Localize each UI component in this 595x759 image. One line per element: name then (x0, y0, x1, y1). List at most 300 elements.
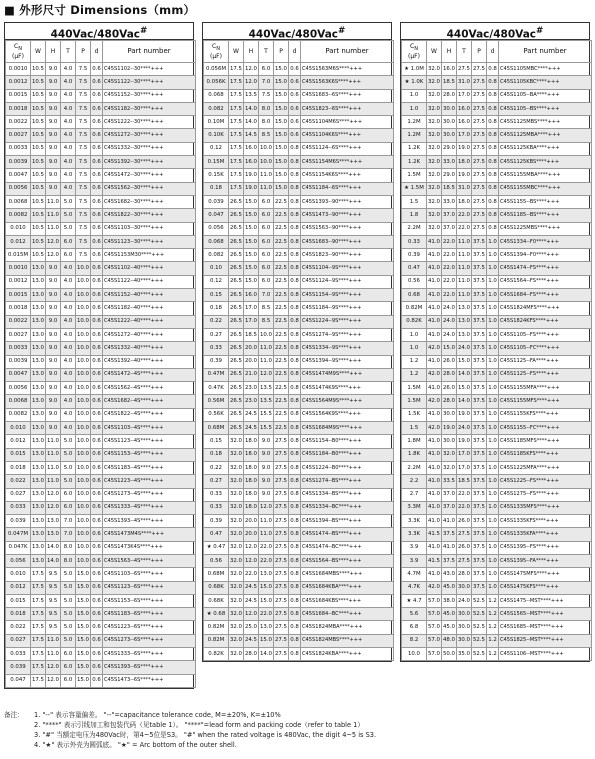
table-row (204, 621, 394, 634)
cell-part-number: C45S1122--30****+++ (103, 76, 196, 89)
cell-p: 37.5 (472, 448, 487, 461)
cell-capacitance: 0.82M (402, 302, 427, 315)
cell-capacitance: 1.2M (402, 129, 427, 142)
cell-h: 45.0 (442, 581, 457, 594)
cell-p: 22.5 (274, 395, 289, 408)
cell-p: 15.0 (76, 608, 91, 621)
table-row (402, 621, 592, 634)
table-row (6, 541, 196, 554)
cell-p: 15.0 (274, 116, 289, 129)
table-row (204, 116, 394, 129)
col-header-d: d (289, 41, 301, 63)
cell-part-number: C45S1103--4S****+++ (103, 422, 196, 435)
cell-part-number: C45S1562--4S****+++ (103, 382, 196, 395)
cell-d: 0.6 (91, 501, 103, 514)
cell-w: 32.0 (427, 142, 442, 155)
cell-w: 26.5 (229, 235, 244, 248)
cell-d: 0.6 (91, 63, 103, 76)
table-row (204, 76, 394, 89)
cell-w: 57.0 (427, 608, 442, 621)
cell-capacitance: 0.027 (6, 634, 31, 647)
table-row (402, 63, 592, 76)
table-row (204, 262, 394, 275)
table-row (204, 195, 394, 208)
cell-part-number: C45S1154M6S****+++ (301, 156, 394, 169)
cell-t: 4.0 (61, 63, 76, 76)
cell-d: 0.8 (289, 488, 301, 501)
cell-d: 1.0 (487, 355, 499, 368)
panel-title-text: 440Vac/480Vac (50, 28, 141, 41)
cell-part-number: C45S1105--FC****+++ (499, 342, 592, 355)
cell-p: 27.5 (274, 594, 289, 607)
cell-part-number: C45S1475MFS****+++ (499, 568, 592, 581)
cell-w: 42.0 (427, 581, 442, 594)
cell-w: 32.0 (229, 475, 244, 488)
cell-d: 1.2 (487, 621, 499, 634)
cell-h: 18.5 (442, 76, 457, 89)
cell-w: 32.0 (229, 448, 244, 461)
cell-h: 45.0 (442, 621, 457, 634)
cell-t: 15.0 (259, 634, 274, 647)
table-row (6, 209, 196, 222)
cell-part-number: C45S1184--6S****+++ (301, 182, 394, 195)
table-row (204, 554, 394, 567)
cell-capacitance: 0.82M (204, 634, 229, 647)
table-row (402, 222, 592, 235)
cell-p: 27.5 (472, 222, 487, 235)
cell-p: 22.5 (274, 342, 289, 355)
table-row (204, 102, 394, 115)
cell-d: 1.0 (487, 395, 499, 408)
cell-capacitance: 0.068 (204, 235, 229, 248)
cell-d: 0.8 (289, 621, 301, 634)
cell-h: 9.5 (46, 621, 61, 634)
cell-part-number: C45S1225--FS****+++ (499, 475, 592, 488)
cell-w: 32.0 (427, 63, 442, 76)
cell-capacitance: ★ 4.7 (402, 594, 427, 607)
cell-part-number: C45S1564--BS****+++ (301, 554, 394, 567)
cell-capacitance: 0.56K (204, 408, 229, 421)
cell-part-number: C45S1183--4S****+++ (103, 461, 196, 474)
cell-w: 17.5 (229, 63, 244, 76)
table-row (6, 89, 196, 102)
cell-capacitance: 0.22 (204, 461, 229, 474)
cell-part-number: C45S1103--30****+++ (103, 222, 196, 235)
cell-capacitance: 0.12 (204, 142, 229, 155)
col-header-w: W (31, 41, 46, 63)
cell-p: 37.5 (472, 328, 487, 341)
cell-d: 0.6 (91, 674, 103, 687)
cell-t: 26.0 (457, 515, 472, 528)
cell-t: 6.0 (61, 501, 76, 514)
cell-d: 0.6 (91, 116, 103, 129)
cell-p: 10.0 (76, 328, 91, 341)
cell-t: 4.0 (61, 422, 76, 435)
cell-capacitance: 0.56M (204, 395, 229, 408)
cell-t: 13.5 (259, 382, 274, 395)
cell-t: 22.0 (457, 209, 472, 222)
cell-part-number: C45S1184--B0****+++ (301, 448, 394, 461)
cell-w: 26.5 (229, 328, 244, 341)
cell-part-number: C45S1185KFS****+++ (499, 448, 592, 461)
cell-h: 14.0 (46, 541, 61, 554)
table-row (204, 435, 394, 448)
cell-w: 26.5 (229, 289, 244, 302)
cell-capacitance: ★ 1.0K (402, 76, 427, 89)
col-header-capacitance: $C_N$ (μF) (402, 41, 427, 63)
table-row (402, 89, 592, 102)
cell-w: 13.0 (31, 302, 46, 315)
table-row (6, 262, 196, 275)
cell-part-number: C45S1684--FS****+++ (499, 289, 592, 302)
cell-capacitance: 5.6 (402, 608, 427, 621)
table-row (402, 528, 592, 541)
cell-w: 57.0 (427, 594, 442, 607)
cell-d: 1.0 (487, 315, 499, 328)
cell-t: 11.0 (457, 275, 472, 288)
cell-part-number: C45S1125KBS****+++ (499, 156, 592, 169)
table-row (402, 275, 592, 288)
cell-w: 13.0 (31, 289, 46, 302)
cell-t: 5.0 (61, 461, 76, 474)
cell-t: 5.0 (61, 195, 76, 208)
cell-part-number: C45S1153M30****+++ (103, 249, 196, 262)
table-row (6, 235, 196, 248)
cell-p: 27.5 (274, 435, 289, 448)
cell-w: 13.0 (31, 501, 46, 514)
cell-t: 11.0 (259, 515, 274, 528)
cell-p: 27.5 (274, 475, 289, 488)
cell-w: 10.5 (31, 156, 46, 169)
cell-t: 27.5 (457, 528, 472, 541)
notes-label: 备注： (4, 711, 24, 719)
cell-t: 13.0 (259, 621, 274, 634)
cell-capacitance: 0.0018 (6, 302, 31, 315)
cell-p: 27.5 (274, 515, 289, 528)
cell-p: 37.5 (472, 422, 487, 435)
cell-h: 30.0 (442, 408, 457, 421)
cell-capacitance: 0.68M (204, 568, 229, 581)
cell-w: 13.0 (31, 355, 46, 368)
cell-part-number: C45S1395--FA****+++ (499, 554, 592, 567)
cell-h: 18.0 (244, 461, 259, 474)
cell-t: 6.0 (259, 262, 274, 275)
cell-d: 0.8 (487, 63, 499, 76)
cell-d: 0.6 (91, 581, 103, 594)
cell-d: 0.6 (91, 142, 103, 155)
cell-p: 27.5 (274, 541, 289, 554)
cell-d: 0.8 (289, 328, 301, 341)
cell-p: 27.5 (472, 102, 487, 115)
table-row (6, 342, 196, 355)
table-row (6, 76, 196, 89)
col-header-p: P (274, 41, 289, 63)
cell-h: 12.0 (46, 488, 61, 501)
cell-d: 0.8 (289, 368, 301, 381)
cell-t: 4.0 (61, 116, 76, 129)
table-row (402, 488, 592, 501)
cell-part-number: C45S1125--FA****+++ (499, 355, 592, 368)
cell-p: 7.5 (76, 235, 91, 248)
cell-t: 5.0 (61, 209, 76, 222)
cell-capacitance: 1.8M (402, 435, 427, 448)
cell-capacitance: 0.39 (204, 515, 229, 528)
cell-part-number: C45S1125MBS****+++ (499, 116, 592, 129)
cell-part-number: C45S1155--BS****+++ (499, 195, 592, 208)
table-row (6, 195, 196, 208)
cell-d: 0.6 (289, 102, 301, 115)
cell-part-number: C45S1394--F0****+++ (499, 249, 592, 262)
cell-w: 26.5 (229, 315, 244, 328)
cell-p: 27.5 (472, 156, 487, 169)
cell-w: 13.0 (31, 554, 46, 567)
cell-capacitance: 1.8K (402, 448, 427, 461)
cell-capacitance: 0.0015 (6, 289, 31, 302)
cell-t: 4.0 (61, 76, 76, 89)
cell-d: 0.6 (91, 515, 103, 528)
cell-part-number: C45S1155KFS****+++ (499, 408, 592, 421)
cell-capacitance: 0.082 (204, 249, 229, 262)
cell-p: 22.5 (274, 328, 289, 341)
cell-part-number: C45S1154K6S****+++ (301, 169, 394, 182)
cell-w: 13.0 (31, 488, 46, 501)
cell-t: 7.0 (259, 289, 274, 302)
cell-h: 24.5 (244, 422, 259, 435)
note-3: 3. "#" 当额定电压为480Vac时，第4~5位是S3。 "#" when the rated voltage is 480Vac, the digit 4~5 is S3. (34, 731, 377, 739)
table-row (6, 661, 196, 674)
cell-w: 26.5 (229, 368, 244, 381)
cell-w: 42.0 (427, 368, 442, 381)
cell-h: 16.0 (442, 63, 457, 76)
cell-h: 22.0 (442, 289, 457, 302)
cell-w: 26.5 (229, 209, 244, 222)
cell-d: 1.0 (487, 302, 499, 315)
cell-t: 17.0 (457, 448, 472, 461)
cell-part-number: C45S1684MBS****+++ (301, 568, 394, 581)
cell-w: 41.0 (427, 382, 442, 395)
cell-d: 0.8 (289, 541, 301, 554)
cell-capacitance: 0.056 (204, 222, 229, 235)
cell-d: 1.0 (487, 422, 499, 435)
dimensions-table (5, 40, 196, 688)
cell-h: 50.0 (442, 648, 457, 661)
col-header-p: P (472, 41, 487, 63)
table-row (6, 554, 196, 567)
cell-w: 57.0 (427, 621, 442, 634)
cell-p: 37.5 (472, 315, 487, 328)
cell-w: 41.5 (427, 528, 442, 541)
cell-capacitance: ★ 1.5M (402, 182, 427, 195)
cell-d: 0.6 (91, 422, 103, 435)
cell-h: 19.0 (244, 182, 259, 195)
cell-p: 27.5 (472, 63, 487, 76)
cell-capacitance: 0.18 (204, 302, 229, 315)
cell-capacitance: 0.0018 (6, 102, 31, 115)
table-row (402, 501, 592, 514)
cell-h: 9.0 (46, 342, 61, 355)
cell-t: 22.0 (259, 554, 274, 567)
cell-t: 11.0 (259, 182, 274, 195)
cell-h: 14.0 (244, 102, 259, 115)
cell-d: 0.8 (289, 648, 301, 661)
cell-p: 10.0 (76, 501, 91, 514)
cell-d: 0.8 (289, 554, 301, 567)
cell-h: 9.0 (46, 182, 61, 195)
cell-h: 24.0 (442, 315, 457, 328)
cell-part-number: C45S1334--F0****+++ (499, 235, 592, 248)
table-row (204, 501, 394, 514)
table-row (204, 289, 394, 302)
table-row (6, 488, 196, 501)
cell-h: 17.0 (244, 302, 259, 315)
cell-w: 41.0 (427, 262, 442, 275)
cell-capacitance: 1.5M (402, 382, 427, 395)
table-row (402, 76, 592, 89)
cell-p: 15.0 (76, 634, 91, 647)
cell-p: 7.5 (76, 63, 91, 76)
table-row (402, 475, 592, 488)
cell-w: 32.0 (229, 621, 244, 634)
cell-d: 1.2 (487, 594, 499, 607)
cell-w: 32.0 (229, 634, 244, 647)
table-row (402, 461, 592, 474)
cell-d: 1.0 (487, 289, 499, 302)
cell-w: 26.5 (229, 395, 244, 408)
cell-capacitance: 0.039 (6, 661, 31, 674)
cell-capacitance: 0.33 (204, 342, 229, 355)
cell-h: 14.5 (244, 129, 259, 142)
cell-w: 10.5 (31, 209, 46, 222)
table-row (204, 422, 394, 435)
cell-w: 32.0 (427, 209, 442, 222)
cell-part-number: C45S1222--40****+++ (103, 315, 196, 328)
cell-w: 41.0 (427, 249, 442, 262)
cell-part-number: C45S1102--30****+++ (103, 63, 196, 76)
cell-t: 15.0 (259, 581, 274, 594)
cell-p: 27.5 (472, 76, 487, 89)
cell-w: 32.0 (427, 129, 442, 142)
cell-t: 27.5 (457, 63, 472, 76)
cell-w: 57.0 (427, 634, 442, 647)
cell-p: 37.5 (472, 289, 487, 302)
cell-capacitance: 2.2 (402, 475, 427, 488)
table-row (6, 408, 196, 421)
cell-h: 11.0 (46, 475, 61, 488)
cell-part-number: C45S1475KFS****+++ (499, 581, 592, 594)
table-row (6, 634, 196, 647)
cell-w: 13.0 (31, 448, 46, 461)
cell-w: 26.5 (229, 275, 244, 288)
cell-w: 32.0 (229, 594, 244, 607)
cell-part-number: C45S1473M4S****+++ (103, 528, 196, 541)
cell-capacitance: 0.047K (6, 541, 31, 554)
cell-p: 37.5 (472, 275, 487, 288)
cell-h: 18.5 (442, 182, 457, 195)
cell-part-number: C45S1124--9S****+++ (301, 275, 394, 288)
cell-p: 27.5 (274, 621, 289, 634)
cell-p: 22.5 (274, 315, 289, 328)
table-row (204, 515, 394, 528)
cell-t: 4.0 (61, 368, 76, 381)
table-row (6, 116, 196, 129)
cell-part-number: C45S1182--30****+++ (103, 102, 196, 115)
cell-part-number: C45S1822--30****+++ (103, 209, 196, 222)
cell-h: 9.0 (46, 289, 61, 302)
cell-h: 11.0 (46, 634, 61, 647)
cell-t: 4.0 (61, 169, 76, 182)
cell-w: 10.5 (31, 195, 46, 208)
cell-h: 18.0 (244, 501, 259, 514)
cell-d: 0.8 (487, 169, 499, 182)
cell-d: 0.6 (91, 169, 103, 182)
page-heading: ■ 外形尺寸 Dimensions（mm） (4, 3, 196, 17)
cell-capacitance: 0.0027 (6, 328, 31, 341)
cell-d: 0.6 (91, 262, 103, 275)
cell-part-number: C45S1272--30****+++ (103, 129, 196, 142)
cell-h: 9.0 (46, 422, 61, 435)
cell-w: 13.0 (31, 342, 46, 355)
cell-p: 15.0 (76, 661, 91, 674)
cell-t: 12.0 (259, 368, 274, 381)
cell-w: 17.5 (31, 674, 46, 687)
cell-h: 9.5 (46, 608, 61, 621)
cell-w: 17.5 (229, 116, 244, 129)
cell-part-number: C45S1125MBA****+++ (499, 129, 592, 142)
cell-w: 13.0 (31, 475, 46, 488)
cell-part-number: C45S1473--90****+++ (301, 209, 394, 222)
cell-w: 41.0 (427, 315, 442, 328)
cell-w: 17.5 (31, 594, 46, 607)
table-row (204, 528, 394, 541)
panel-title-text: 440Vac/480Vac (248, 28, 339, 41)
table-row (6, 621, 196, 634)
cell-part-number: C45S1273--6S****+++ (103, 634, 196, 647)
cell-h: 37.0 (442, 222, 457, 235)
cell-part-number: C45S1155--FC****+++ (499, 422, 592, 435)
cell-capacitance: 0.018 (6, 608, 31, 621)
cell-h: 9.0 (46, 395, 61, 408)
cell-d: 0.6 (91, 315, 103, 328)
cell-p: 22.5 (274, 235, 289, 248)
cell-t: 13.5 (259, 395, 274, 408)
cell-d: 1.0 (487, 488, 499, 501)
table-row (6, 315, 196, 328)
cell-d: 0.8 (289, 235, 301, 248)
cell-p: 10.0 (76, 342, 91, 355)
cell-h: 12.0 (244, 608, 259, 621)
cell-t: 7.0 (259, 76, 274, 89)
cell-w: 32.0 (229, 541, 244, 554)
cell-w: 32.0 (229, 528, 244, 541)
cell-part-number: C45S1394--9S****+++ (301, 355, 394, 368)
table-row (204, 448, 394, 461)
cell-h: 23.0 (244, 382, 259, 395)
cell-t: 9.0 (259, 475, 274, 488)
cell-t: 13.0 (457, 302, 472, 315)
cell-w: 26.5 (229, 249, 244, 262)
cell-d: 1.0 (487, 448, 499, 461)
cell-capacitance: 2.7 (402, 488, 427, 501)
table-row (6, 249, 196, 262)
cell-p: 22.5 (274, 209, 289, 222)
table-row (6, 102, 196, 115)
table-row (204, 488, 394, 501)
cell-w: 41.0 (427, 435, 442, 448)
cell-t: 15.0 (457, 382, 472, 395)
cell-capacitance: 1.2K (402, 156, 427, 169)
cell-d: 0.8 (289, 422, 301, 435)
cell-t: 4.0 (61, 289, 76, 302)
